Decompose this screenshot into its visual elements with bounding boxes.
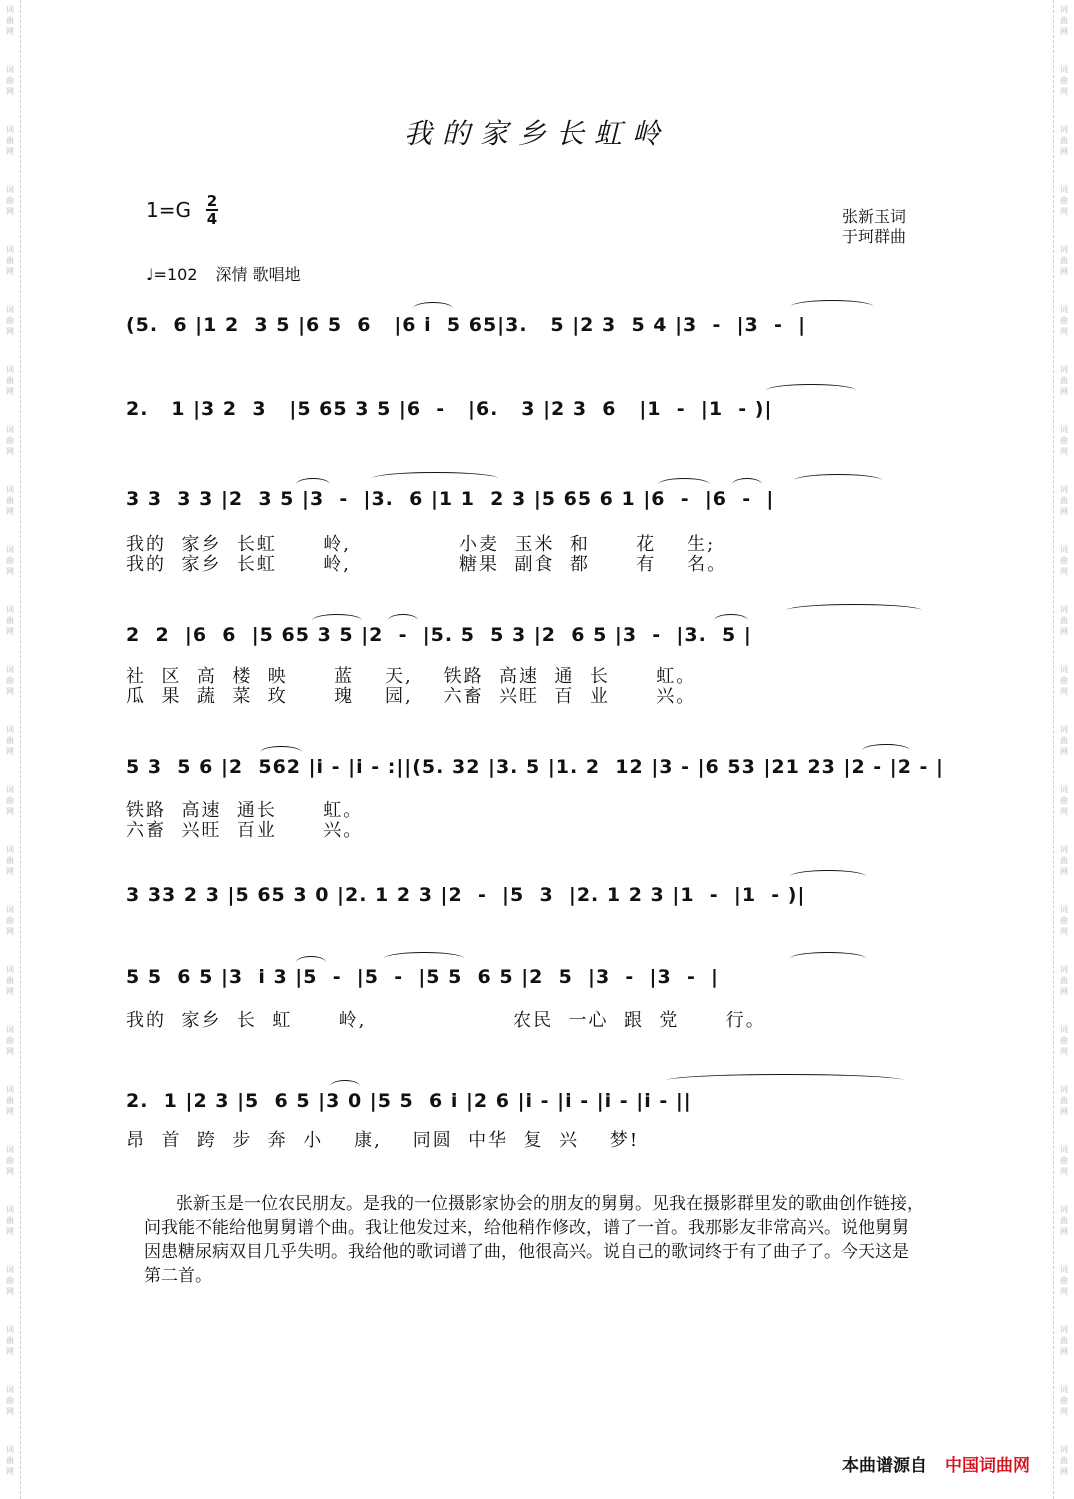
watermark-text: 词 曲 网 [1060, 905, 1068, 936]
watermark-text: 词 曲 网 [6, 1145, 14, 1176]
watermark-text: 词 曲 网 [6, 1205, 14, 1236]
lyric-line: 昂 首 跨 步 奔 小 康, 同圆 中华 复 兴 梦! [126, 1130, 640, 1151]
expression-marking: 深情 歌唱地 [215, 265, 301, 284]
slur [330, 1080, 360, 1093]
watermark-text: 词 曲 网 [6, 785, 14, 816]
watermark-text: 词 曲 网 [1060, 1025, 1068, 1056]
tempo-marking [146, 262, 301, 285]
lyric-line: 我的 家乡 长虹 岭, 糖果 副食 都 有 名。 [126, 554, 728, 575]
watermark-text: 词 曲 网 [6, 1325, 14, 1356]
composer-note: 张新玉是一位农民朋友。是我的一位摄影家协会的朋友的舅舅。见我在摄影群里发的歌曲创作链接，问我能不能给他舅舅谱个曲。我让他发过来，给他稍作修改，谱了一首。我那影友非常高兴。说他舅舅因患糖尿病双目几乎失明。我给他的歌词谱了曲，他很高兴。说自己的歌词终于有了曲子了。今天这是第二首。 [144, 1194, 924, 1286]
watermark-text: 词 曲 网 [1060, 305, 1068, 336]
left-watermark-strip [0, 0, 21, 1499]
watermark-text: 词 曲 网 [1060, 5, 1068, 36]
watermark-text: 词 曲 网 [6, 245, 14, 276]
music-system-1 [126, 306, 948, 350]
watermark-text: 词 曲 网 [1060, 845, 1068, 876]
watermark-text: 词 曲 网 [1060, 65, 1068, 96]
time-signature-top: 2 [206, 192, 218, 210]
slur [296, 478, 330, 491]
watermark-text: 词 曲 网 [1060, 545, 1068, 576]
music-system-4 [126, 616, 948, 660]
notation-line: 3 33 2 3 |5 65 3 0 |2. 1 2 3 |2 - |5 3 |2. 1 2 3 |1 - |1 - )| [126, 884, 806, 906]
watermark-text: 词 曲 网 [6, 1085, 14, 1116]
watermark-text: 词 曲 网 [6, 845, 14, 876]
notation-line: (5. 6 |1 2 3 5 |6 5 6 |6 i 5 65|3. 5 |2 3 5 4 |3 - |3 - | [126, 314, 807, 336]
tie [766, 384, 856, 397]
tie [666, 1074, 904, 1087]
tempo-value: ♩=102 [146, 265, 198, 284]
watermark-text: 词 曲 网 [6, 1445, 14, 1476]
tie [786, 604, 922, 617]
song-title: 我的家乡长虹岭 [403, 117, 670, 150]
slur [714, 614, 748, 627]
right-watermark-strip [1053, 0, 1074, 1499]
time-signature [205, 193, 219, 227]
watermark-text: 词 曲 网 [6, 1025, 14, 1056]
watermark-text: 词 曲 网 [1060, 1445, 1068, 1476]
notation-line: 2 2 |6 6 |5 65 3 5 |2 - |5. 5 5 3 |2 6 5 |3 - |3. 5 | [126, 624, 752, 646]
watermark-text: 词 曲 网 [6, 425, 14, 456]
watermark-text: 词 曲 网 [6, 5, 14, 36]
lyricist-credit: 张新玉词 [842, 207, 907, 226]
watermark-text: 词 曲 网 [1060, 785, 1068, 816]
watermark-text: 词 曲 网 [1060, 1385, 1068, 1416]
watermark-text: 词 曲 网 [1060, 485, 1068, 516]
music-system-7 [126, 958, 948, 1002]
watermark-text: 词 曲 网 [6, 485, 14, 516]
watermark-text: 词 曲 网 [6, 65, 14, 96]
music-system-5 [126, 748, 948, 792]
source-credit [842, 1451, 1030, 1476]
tie [790, 870, 866, 883]
lyric-line: 社 区 高 楼 映 蓝 天, 铁路 高速 通 长 虹。 [126, 666, 697, 687]
watermark-text: 词 曲 网 [6, 365, 14, 396]
tie [862, 744, 910, 757]
watermark-text: 词 曲 网 [1060, 1205, 1068, 1236]
music-system-6 [126, 876, 948, 920]
watermark-text: 词 曲 网 [1060, 605, 1068, 636]
watermark-text: 词 曲 网 [1060, 125, 1068, 156]
slur [658, 478, 710, 491]
notation-line: 2. 1 |3 2 3 |5 65 3 5 |6 - |6. 3 |2 3 6 |1 - |1 - )| [126, 398, 773, 420]
slur [732, 478, 762, 491]
tie [790, 952, 866, 965]
watermark-text: 词 曲 网 [1060, 425, 1068, 456]
key-signature: 1=G [146, 198, 191, 222]
watermark-text: 词 曲 网 [1060, 1145, 1068, 1176]
watermark-text: 词 曲 网 [6, 725, 14, 756]
watermark-text: 词 曲 网 [1060, 1325, 1068, 1356]
lyric-line: 铁路 高速 通长 虹。 [126, 800, 364, 821]
watermark-text: 词 曲 网 [1060, 1265, 1068, 1296]
watermark-text: 词 曲 网 [1060, 185, 1068, 216]
music-system-3 [126, 480, 948, 524]
source-label: 本曲谱源自 [842, 1456, 927, 1476]
watermark-text: 词 曲 网 [6, 125, 14, 156]
music-system-8 [126, 1082, 948, 1126]
time-signature-bottom: 4 [206, 210, 218, 228]
source-brand-link[interactable]: 中国词曲网 [945, 1456, 1030, 1476]
lyric-line: 瓜 果 蔬 菜 玫 瑰 园, 六畜 兴旺 百 业 兴。 [126, 686, 697, 707]
slur [296, 956, 326, 969]
lyric-line: 六畜 兴旺 百业 兴。 [126, 820, 364, 841]
notation-line: 2. 1 |2 3 |5 6 5 |3 0 |5 5 6 i |2 6 |i - |i - |i - |i - || [126, 1090, 692, 1112]
music-system-2 [126, 390, 948, 434]
tie [791, 300, 873, 313]
watermark-text: 词 曲 网 [1060, 245, 1068, 276]
watermark-text: 词 曲 网 [1060, 965, 1068, 996]
slur [413, 302, 453, 315]
slur [260, 746, 302, 759]
watermark-text: 词 曲 网 [6, 605, 14, 636]
watermark-text: 词 曲 网 [1060, 725, 1068, 756]
tie [794, 474, 882, 487]
watermark-text: 词 曲 网 [6, 665, 14, 696]
watermark-text: 词 曲 网 [6, 545, 14, 576]
watermark-text: 词 曲 网 [1060, 365, 1068, 396]
lyric-line: 我的 家乡 长虹 岭, 小麦 玉米 和 花 生; [126, 534, 716, 555]
composer-credit: 于珂群曲 [842, 227, 907, 246]
slur [388, 614, 418, 627]
watermark-text: 词 曲 网 [6, 185, 14, 216]
watermark-text: 词 曲 网 [1060, 665, 1068, 696]
lyric-line: 我的 家乡 长 虹 岭, 农民 一心 跟 党 行。 [126, 1010, 766, 1031]
tie [384, 952, 464, 965]
watermark-text: 词 曲 网 [6, 905, 14, 936]
watermark-text: 词 曲 网 [1060, 1085, 1068, 1116]
watermark-text: 词 曲 网 [6, 965, 14, 996]
watermark-text: 词 曲 网 [6, 1265, 14, 1296]
notation-line: 3 3 3 3 |2 3 5 |3 - |3. 6 |1 1 2 3 |5 65 6 1 |6 - |6 - | [126, 488, 775, 510]
tie [372, 472, 498, 485]
notation-line: 5 3 5 6 |2 562 |i - |i - :||(5. 32 |3. 5 |1. 2 12 |3 - |6 53 |21 23 |2 - |2 - | [126, 756, 944, 778]
notation-line: 5 5 6 5 |3 i 3 |5 - |5 - |5 5 6 5 |2 5 |3 - |3 - | [126, 966, 719, 988]
slur [312, 614, 362, 627]
watermark-text: 词 曲 网 [6, 1385, 14, 1416]
watermark-text: 词 曲 网 [6, 305, 14, 336]
